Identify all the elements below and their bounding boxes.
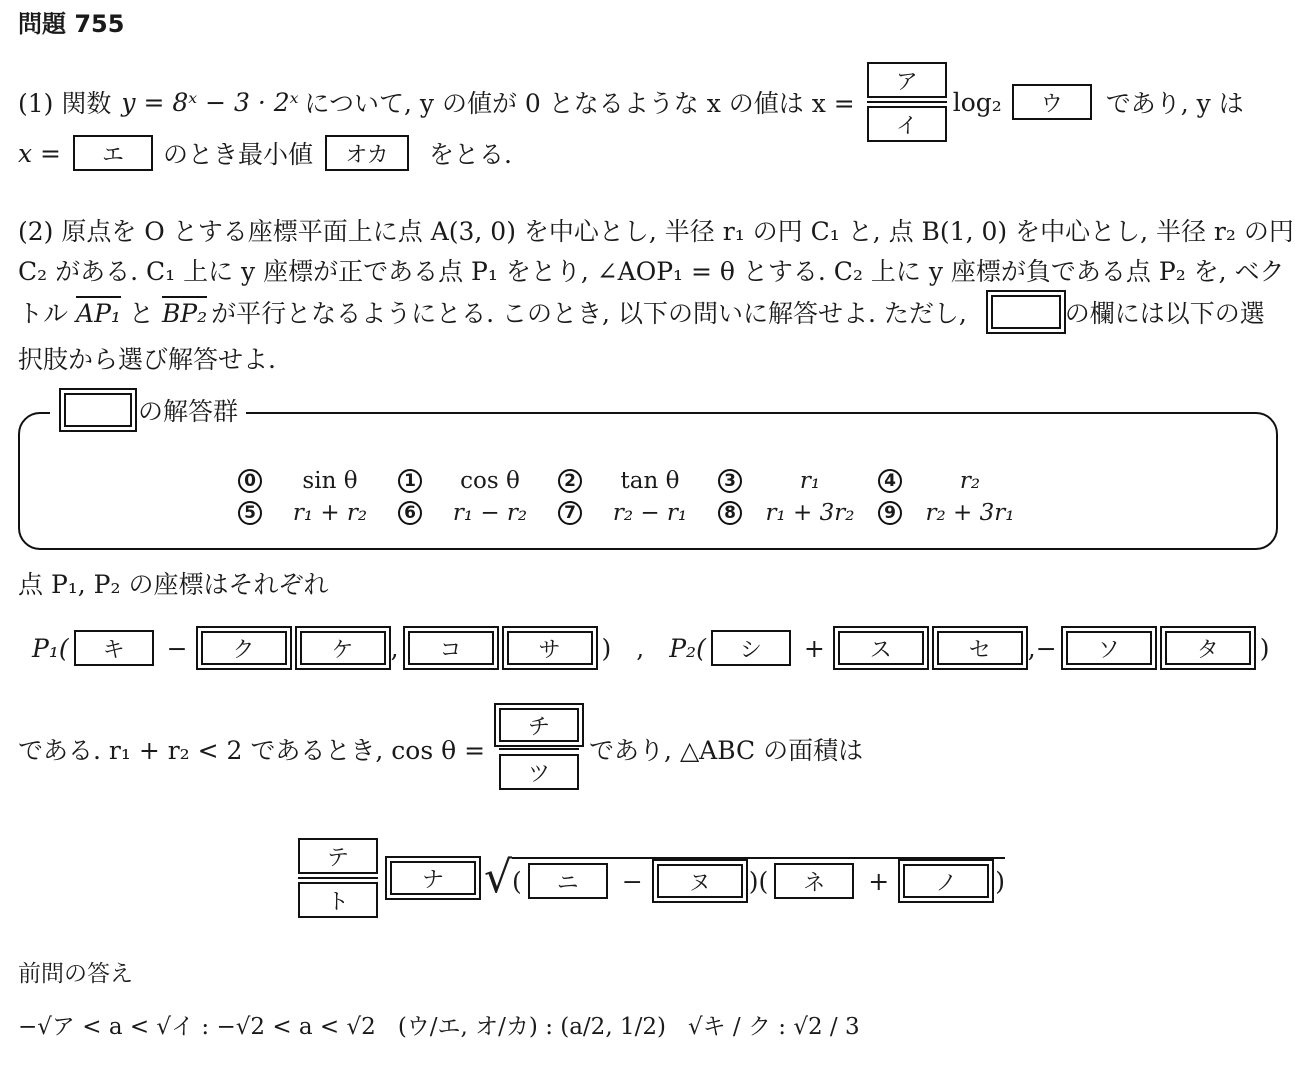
- choice-row-1: [230, 465, 1030, 497]
- part1-line2-tail: をとる.: [429, 140, 512, 169]
- sqrt-radicand: [512, 857, 1005, 899]
- cos-lead: である. r₁ + r₂ < 2 であるとき, cos θ =: [18, 736, 486, 765]
- fraction-a-over-i: [867, 62, 947, 142]
- sqrt-symbol: √: [484, 852, 513, 903]
- part1-line1: [18, 62, 1244, 142]
- choice-expr: r₁: [799, 468, 821, 494]
- answer-box-su[interactable]: ス: [838, 631, 924, 665]
- fraction-bar: [298, 877, 378, 879]
- answer-box-ki[interactable]: キ: [74, 630, 154, 666]
- coords-line: [32, 630, 1269, 666]
- choice-box-sample: [991, 295, 1061, 329]
- choice-expr: sin θ: [302, 468, 358, 494]
- part1-line2-mid: のとき最小値: [163, 140, 314, 169]
- choice-number: 4: [878, 469, 902, 493]
- answer-box-so[interactable]: ソ: [1066, 631, 1152, 665]
- vector-ap1: AP₁: [76, 296, 121, 328]
- choice-expr: r₁ − r₂: [452, 500, 528, 526]
- x-equals: x =: [18, 138, 61, 168]
- function-expression: y = 8ˣ − 3 · 2ˣ: [121, 87, 299, 117]
- choice-number: 3: [718, 469, 742, 493]
- part1-line2: [18, 135, 512, 171]
- choice-expr: r₁ + 3r₂: [765, 500, 855, 526]
- choice-expr: r₂ + 3r₁: [925, 500, 1015, 526]
- p2-close: ): [1259, 633, 1270, 663]
- radicand-minus: −: [621, 866, 643, 896]
- answer-box-na[interactable]: ナ: [390, 861, 476, 895]
- answer-box-ku[interactable]: ク: [201, 631, 287, 665]
- previous-answer-1: −√ア < a < √イ : −√2 < a < √2: [18, 1014, 376, 1040]
- radicand-plus: +: [868, 866, 890, 896]
- choice-number: 6: [398, 501, 422, 525]
- p1-comma: ,: [390, 633, 399, 663]
- answer-box-ta[interactable]: タ: [1165, 631, 1251, 665]
- p1-close: ): [601, 633, 612, 663]
- part2-line2: C₂ がある. C₁ 上に y 座標が正である点 P₁ をとり, ∠AOP₁ = θ とする. C₂ 上に y 座標が負である点 P₂ を, ベク: [18, 257, 1285, 286]
- answer-box-se[interactable]: セ: [937, 631, 1023, 665]
- p1-minus: −: [166, 633, 188, 663]
- p2-label: P₂(: [669, 633, 706, 663]
- p1-label: P₁(: [32, 633, 69, 663]
- answer-box-to[interactable]: ト: [298, 882, 378, 918]
- part2-line3-mid: が平行となるようにとる. このとき, 以下の問いに解答せよ. ただし,: [211, 299, 967, 328]
- cos-tail: であり, △ABC の面積は: [589, 736, 864, 765]
- part2-line3: [18, 294, 1265, 330]
- previous-answers-line: [18, 1008, 860, 1041]
- answer-box-tsu[interactable]: ツ: [499, 754, 579, 790]
- p2-comma-minus: ,−: [1027, 633, 1057, 663]
- answer-choices: [230, 465, 1030, 529]
- choice-number: 9: [878, 501, 902, 525]
- choice-expr: r₂ − r₁: [612, 500, 688, 526]
- answer-box-u[interactable]: ウ: [1012, 84, 1092, 120]
- problem-title: 問題 755: [18, 10, 125, 38]
- part2-line4: 択肢から選び解答せよ.: [18, 345, 276, 374]
- answer-box-ni[interactable]: ニ: [528, 863, 608, 899]
- part2-line3-lead: トル: [18, 299, 69, 328]
- radicand-close: ): [995, 866, 1005, 896]
- answer-box-oka[interactable]: オカ: [325, 135, 409, 171]
- choice-number: 8: [718, 501, 742, 525]
- answer-box-i[interactable]: イ: [867, 106, 947, 142]
- answer-box-e[interactable]: エ: [73, 135, 153, 171]
- answer-group-header: [50, 392, 246, 428]
- choice-row-2: [230, 497, 1030, 529]
- choice-number: 1: [398, 469, 422, 493]
- p2-plus: +: [803, 633, 825, 663]
- answer-box-a[interactable]: ア: [867, 62, 947, 98]
- part2-line1: (2) 原点を O とする座標平面上に点 A(3, 0) を中心とし, 半径 r₁ の円 C₁ と, 点 B(1, 0) を中心とし, 半径 r₂ の円: [18, 217, 1294, 246]
- choice-expr: r₂: [959, 468, 981, 494]
- fraction-te-over-to: [298, 838, 378, 918]
- answer-box-chi[interactable]: チ: [499, 708, 579, 742]
- choice-number: 7: [558, 501, 582, 525]
- answer-box-ko[interactable]: コ: [408, 631, 494, 665]
- answer-box-ne[interactable]: ネ: [774, 863, 854, 899]
- coords-intro: 点 P₁, P₂ の座標はそれぞれ: [18, 570, 329, 599]
- radicand-close-open: )(: [748, 866, 769, 896]
- part2-line3-tail: の欄には以下の選: [1064, 299, 1265, 328]
- choice-expr: r₁ + r₂: [292, 500, 368, 526]
- vector-bp2: BP₂: [162, 296, 207, 328]
- previous-answer-2: (ウ/エ, オ/カ) : (a/2, 1/2): [397, 1014, 666, 1040]
- area-formula: [298, 838, 1005, 918]
- coords-separator: ,: [636, 633, 645, 663]
- answer-box-shi[interactable]: シ: [711, 630, 791, 666]
- log-label: log₂: [952, 87, 1002, 117]
- choice-expr: cos θ: [460, 468, 520, 494]
- choice-number: 5: [238, 501, 262, 525]
- part1-mid: について, y の値が 0 となるような x の値は x =: [304, 89, 855, 118]
- choice-number: 2: [558, 469, 582, 493]
- answer-box-sa[interactable]: サ: [507, 631, 593, 665]
- answer-group-box-icon: [64, 393, 132, 427]
- answer-box-te[interactable]: テ: [298, 838, 378, 874]
- fraction-bar: [499, 748, 579, 750]
- answer-group-label: の解答群: [138, 397, 239, 426]
- previous-answer-3: √キ / ク : √2 / 3: [687, 1014, 860, 1040]
- answer-box-ke[interactable]: ケ: [300, 631, 386, 665]
- cos-line: [18, 708, 863, 790]
- radicand-open: (: [512, 866, 522, 896]
- part2-and: と: [128, 299, 154, 328]
- part1-tail: であり, y は: [1105, 89, 1244, 118]
- part1-lead: (1) 関数: [18, 89, 112, 118]
- fraction-bar: [867, 101, 947, 103]
- answer-box-no[interactable]: ノ: [903, 864, 989, 898]
- answer-box-nu[interactable]: ヌ: [657, 864, 743, 898]
- choice-number: 0: [238, 469, 262, 493]
- previous-answers-title: 前問の答え: [18, 961, 133, 987]
- fraction-chi-over-tsu: [499, 708, 579, 790]
- choice-expr: tan θ: [620, 468, 680, 494]
